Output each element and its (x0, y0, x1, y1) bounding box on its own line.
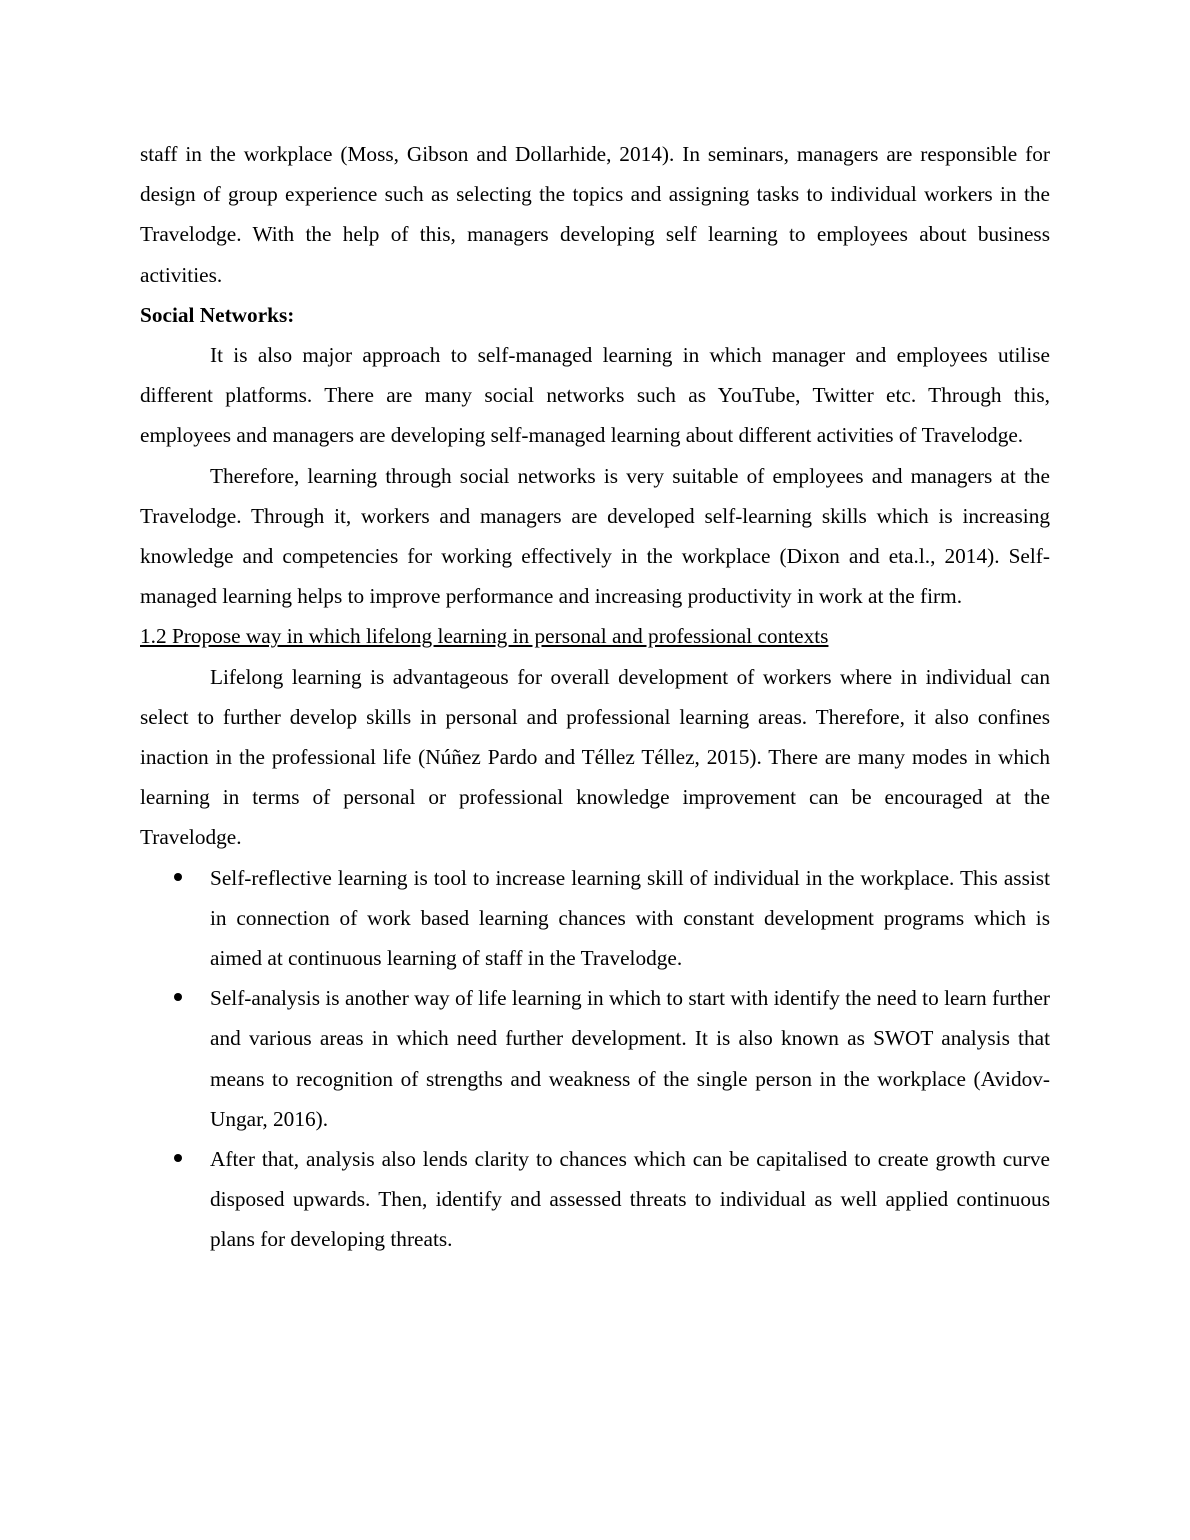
paragraph-social-networks-2: Therefore, learning through social networks is very suitable of employees and managers at the Travelodge. Through it, workers and managers are developed self-learning skills which is increasing knowledge and competencies for working effectively in the workplace (Dixon and eta.l., 2014). Self-managed learning helps to improve performance and increasing productivity in work at the firm. (140, 463, 1050, 609)
list-item (140, 1139, 1050, 1260)
list-item-text: After that, analysis also lends clarity to chances which can be capitalised to create growth curve disposed upwards. Then, identify and assessed threats to individual as well applied continuous plans for developing threats. (210, 1147, 1050, 1252)
bullet-dot-icon (174, 873, 182, 881)
heading-social-networks: Social Networks: (140, 302, 295, 327)
list-item (140, 978, 1050, 1139)
bullet-dot-icon (174, 993, 182, 1001)
heading-section-1-2: 1.2 Propose way in which lifelong learning in personal and professional contexts (140, 624, 829, 649)
list-item (140, 858, 1050, 979)
paragraph-continuation: staff in the workplace (Moss, Gibson and Dollarhide, 2014). In seminars, managers are responsible for design of group experience such as selecting the topics and assigning tasks to individual workers in the Travelodge. With the help of this, managers developing self learning to employees about business activities. (140, 142, 1050, 287)
paragraph-lifelong-learning: Lifelong learning is advantageous for overall development of workers where in individual can select to further develop skills in personal and professional learning areas. Therefore, it also confines inaction in the professional life (Núñez Pardo and Téllez Téllez, 2015). There are many modes in which learning in terms of personal or professional knowledge improvement can be encouraged at the Travelodge. (140, 664, 1050, 850)
bullet-list (140, 858, 1050, 1260)
list-item-text: Self-analysis is another way of life learning in which to start with identify the need to learn further and various areas in which need further development. It is also known as SWOT analysis that means to recognition of strengths and weakness of the single person in the workplace (Avidov-Ungar, 2016). (210, 986, 1050, 1131)
list-item-text: Self-reflective learning is tool to increase learning skill of individual in the workplace. This assist in connection of work based learning chances with constant development programs which is aimed at continuous learning of staff in the Travelodge. (210, 865, 1050, 971)
paragraph-social-networks-1: It is also major approach to self-managed learning in which manager and employees utilise different platforms. There are many social networks such as YouTube, Twitter etc. Through this, employees and managers are developing self-managed learning about different activities of Travelodge. (140, 343, 1050, 448)
bullet-dot-icon (174, 1154, 182, 1162)
document-page (140, 134, 1050, 1260)
